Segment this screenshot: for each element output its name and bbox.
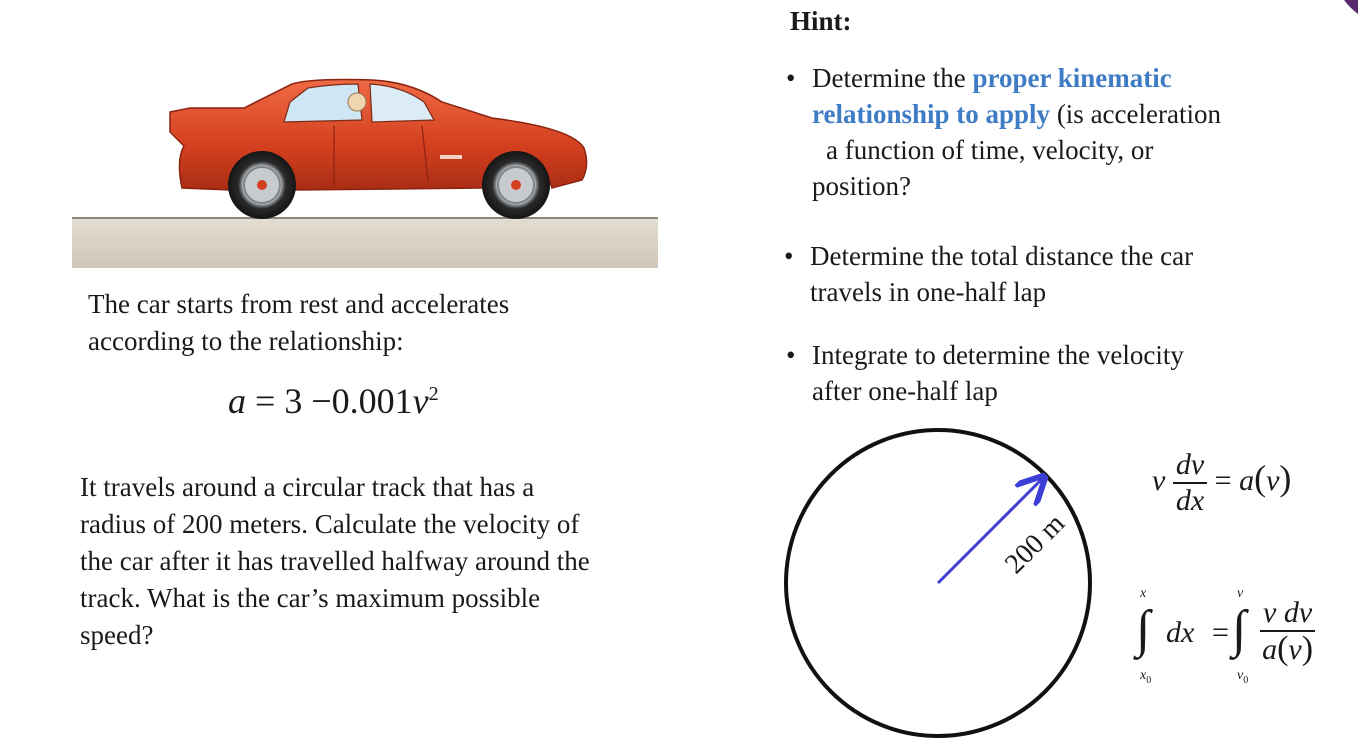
driver — [348, 93, 366, 111]
f2-lower1: x — [1140, 668, 1147, 683]
hint-item — [784, 238, 1350, 310]
body-line: speed? — [80, 620, 154, 650]
eq-power: 2 — [428, 383, 439, 405]
f1-fraction — [1173, 448, 1207, 518]
f2-lower1-sub: 0 — [1146, 674, 1152, 686]
body-line: track. What is the car’s maximum possible — [80, 583, 541, 613]
formula-vdvdx — [1152, 448, 1291, 518]
f1-rhs-v: v — [1266, 463, 1280, 497]
hint-text: Determine the total distance the car — [810, 241, 1194, 271]
hint-text: after one-half lap — [812, 376, 998, 406]
f2-int1: ∫ — [1136, 601, 1151, 658]
hint-text: position? — [812, 171, 911, 201]
f2-dx: dx — [1166, 616, 1195, 649]
hint-highlight: relationship to apply — [812, 99, 1051, 129]
hint-text: travels in one-half lap — [810, 277, 1047, 307]
f2-eq: = — [1212, 616, 1229, 649]
hint-text: a function of time, velocity, or — [826, 135, 1154, 165]
body-line: the car after it has travelled halfway around the — [80, 546, 590, 576]
radius-label: 200 m — [999, 507, 1071, 580]
f2-upper2: v — [1237, 586, 1244, 601]
rear-wheel — [228, 151, 296, 219]
f1-a: a — [1239, 463, 1255, 497]
eq-minus: − — [311, 381, 332, 421]
car-illustration — [72, 70, 658, 268]
problem-intro — [88, 286, 708, 360]
front-wheel — [482, 151, 550, 219]
hint-highlight: proper kinematic — [972, 63, 1172, 93]
f2-lower2-sub: 0 — [1243, 674, 1249, 686]
f2-lower2: v — [1237, 668, 1244, 683]
f1-v: v — [1152, 463, 1166, 497]
eq-var: v — [412, 381, 429, 421]
eq-coeff: 0.001 — [331, 381, 413, 421]
f2-den-v: v — [1288, 633, 1302, 666]
f2-num: v dv — [1260, 596, 1315, 632]
problem-body — [80, 469, 740, 654]
eq-equals: = — [255, 381, 276, 421]
hint-item — [786, 337, 1352, 409]
eq-lhs: a — [228, 381, 246, 421]
f1-eq: = — [1214, 463, 1232, 497]
acceleration-equation — [228, 380, 439, 422]
corner-decoration — [1338, 0, 1358, 20]
f2-fraction — [1260, 596, 1315, 667]
intro-line: according to the relationship: — [88, 326, 404, 356]
body-line: It travels around a circular track that has a — [80, 472, 535, 502]
f1-rp: ) — [1279, 457, 1292, 498]
hint-text: Integrate to determine the velocity — [812, 340, 1184, 370]
f1-num: dv — [1173, 448, 1207, 484]
intro-line: The car starts from rest and accelerates — [88, 289, 510, 319]
f2-den-rp: ) — [1301, 630, 1314, 667]
f2-int2: ∫ — [1232, 601, 1247, 658]
body-line: radius of 200 meters. Calculate the velocity of — [80, 509, 580, 539]
hint-item — [786, 60, 1352, 204]
hint-text: (is acceleration — [1050, 99, 1221, 129]
bullet: • — [786, 63, 796, 93]
f1-lp: ( — [1254, 457, 1267, 498]
f2-den-a: a — [1262, 633, 1278, 666]
hint-text: Determine the — [812, 63, 973, 93]
bullet: • — [784, 241, 794, 271]
bullet: • — [786, 340, 796, 370]
formula-integral — [1134, 586, 1354, 696]
f2-upper1: x — [1140, 586, 1147, 601]
ground — [72, 218, 658, 268]
track-diagram — [770, 425, 1110, 742]
hint-title: Hint: — [790, 6, 852, 36]
f2-den-lp: ( — [1277, 630, 1289, 667]
eq-constant: 3 — [284, 381, 303, 421]
f1-den: dx — [1175, 484, 1205, 517]
